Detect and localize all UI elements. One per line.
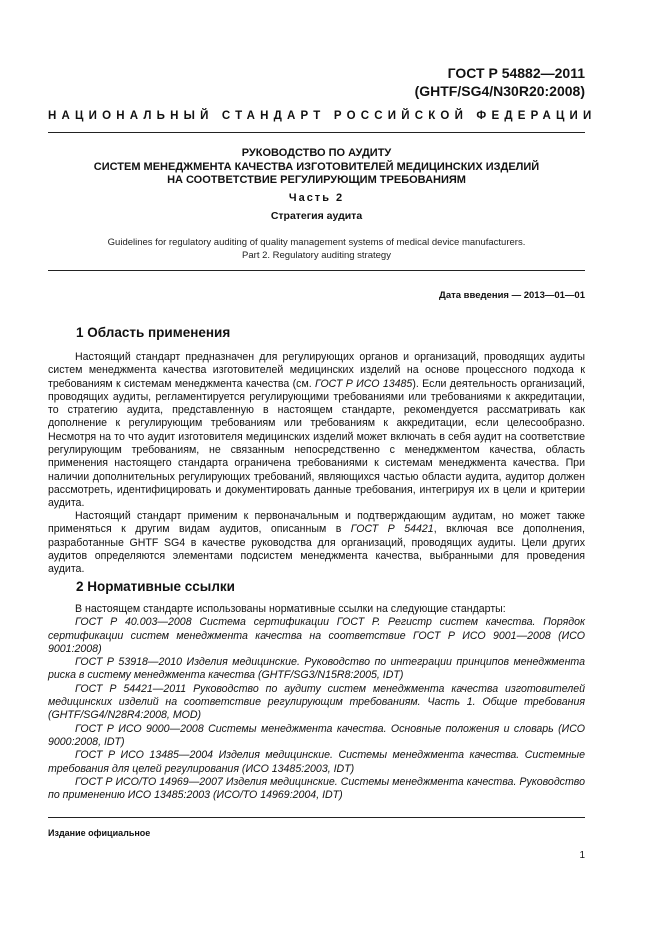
section-1-paragraph-2: Настоящий стандарт применим к первоначальным и подтверждающим аудитам, но может также применяться к другим видам аудитов, описанным в ГОСТ Р 54421, включая все дополнения, разработанные GHTF SG4 в качестве руководства для организаций, проводящих аудиты. Цели других аудитов определяются элементами подсистем менеджмента качества, выбранными для проведения аудита. — [48, 510, 585, 576]
national-standard-heading: НАЦИОНАЛЬНЫЙ СТАНДАРТ РОССИЙСКОЙ ФЕДЕРАЦИИ — [48, 110, 597, 122]
reference-item: ГОСТ Р ИСО/ТО 14969—2007 Изделия медицинские. Системы менеджмента качества. Руководство по применению ИСО 13485:2003 (ИСО/ТО 14969:2004, IDT) — [48, 775, 585, 802]
official-edition-label: Издание официальное — [48, 828, 151, 838]
document-title — [48, 147, 585, 188]
part-name: Стратегия аудита — [270, 210, 363, 222]
section-1-paragraph-1: Настоящий стандарт предназначен для регулирующих органов и организаций, проводящих аудиты систем менеджмента качества изготовителей медицинских изделий на основе процессного подхода к требованиям к системам менеджмента качества (см. ГОСТ Р ИСО 13485). Если деятельность организаций, проводящих аудиты, регламентируется регулирующими требованиями или требованиями к аккредитации, то стратегию аудита, представленную в настоящем стандарте, рекомендуется рассматривать как дополнение к регулирующим требованиям или требованиям к аккредитации, если целесообразно. Несмотря на то что аудит изготовителя медицинских изделий может включать в себя аудит на соответствие регулирующим требованиям, не связанным непосредственно с менеджментом качества, область применения настоящего стандарта ограничена требованиями к системам менеджмента качества. При наличии дополнительных регулирующих требований, являющихся частью области аудита, аудитор должен рассмотреть, идентифицировать и документировать данные требования, интегрируя их в цели и критерии аудита. — [48, 351, 585, 510]
footer-divider — [48, 817, 585, 818]
reference-item: ГОСТ Р ИСО 9000—2008 Системы менеджмента качества. Основные положения и словарь (ИСО 9000:2008, IDT) — [48, 722, 585, 748]
header-divider — [48, 132, 585, 133]
ghtf-code: (GHTF/SG4/N30R20:2008) — [414, 83, 585, 99]
reference-link: ГОСТ Р ИСО 13485 — [315, 377, 413, 390]
references-intro: В настоящем стандарте использованы нормативные ссылки на следующие стандарты: — [75, 603, 506, 615]
reference-item: ГОСТ Р 54421—2011 Руководство по аудиту систем менеджмента качества изготовителей медицинских изделий на соответствие регулирующим требованиям. Часть 1. Общие требования (GHTF/SG4/N28R4:2008, MOD) — [48, 682, 585, 722]
english-title-line: Part 2. Regulatory auditing strategy — [242, 250, 391, 261]
english-title-line: Guidelines for regulatory auditing of quality management systems of medical device manufacturers. — [107, 237, 526, 248]
part-label: Часть 2 — [288, 192, 345, 204]
section-1-heading: 1 Область применения — [76, 325, 231, 340]
reference-item: ГОСТ Р 53918—2010 Изделия медицинские. Руководство по интеграции принципов менеджмента риска в систему менеджмента качества (GHTF/SG3/N15R8:2005, IDT) — [48, 656, 585, 682]
reference-item: ГОСТ Р ИСО 13485—2004 Изделия медицинские. Системы менеджмента качества. Системные требования для целей регулирования (ИСО 13485:2003, IDT) — [48, 749, 585, 775]
english-title — [48, 236, 585, 262]
date-of-introduction: Дата введения — 2013—01—01 — [439, 290, 585, 301]
title-line: НА СООТВЕТСТВИЕ РЕГУЛИРУЮЩИМ ТРЕБОВАНИЯМ — [167, 174, 466, 186]
normative-references — [48, 603, 585, 802]
document-number-block — [415, 64, 585, 100]
title-divider — [48, 270, 585, 271]
reference-link: ГОСТ Р 54421 — [350, 523, 434, 536]
page-number: 1 — [579, 850, 585, 861]
gost-number: ГОСТ Р 54882—2011 — [447, 65, 585, 81]
title-line: СИСТЕМ МЕНЕДЖМЕНТА КАЧЕСТВА ИЗГОТОВИТЕЛЕЙ МЕДИЦИНСКИХ ИЗДЕЛИЙ — [93, 160, 540, 173]
section-2-heading: 2 Нормативные ссылки — [76, 579, 235, 594]
title-line: РУКОВОДСТВО ПО АУДИТУ — [241, 147, 392, 159]
reference-item: ГОСТ Р 40.003—2008 Система сертификации ГОСТ Р. Регистр систем качества. Порядок сертификации систем менеджмента качества на соответствие ГОСТ Р ИСО 9001—2008 (ИСО 9001:2008) — [48, 616, 585, 655]
